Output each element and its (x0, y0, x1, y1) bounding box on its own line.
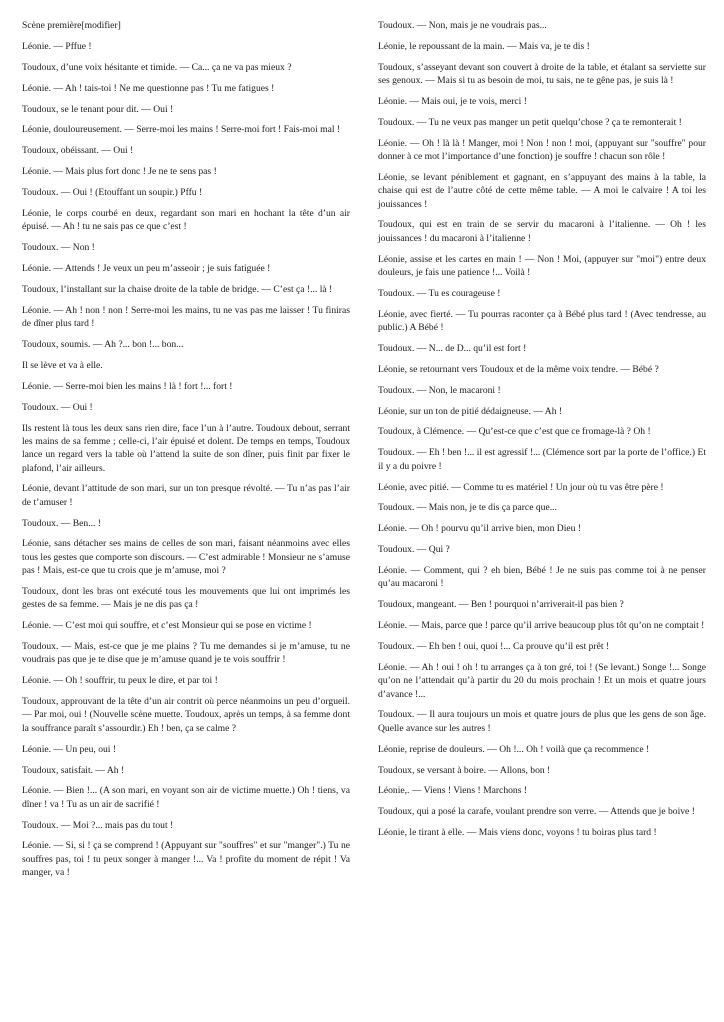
dialogue-paragraph: Ils restent là tous les deux sans rien dire, face l’un à l’autre. Toudoux debout, serrant les mains de sa femme ; celle-ci, l’air épuisé et dolent. De temps en temps, Toudoux lance un regard vers la table où l’attend la suite de son dîner, puis finit par fixer le plafond, l’air ailleurs. (22, 422, 350, 474)
dialogue-paragraph: Toudoux. — Non, le macaroni ! (378, 384, 501, 396)
dialogue-paragraph: Toudoux. — Tu ne veux pas manger un petit quelqu’chose ? ça te remonterait ! (378, 116, 682, 128)
dialogue-paragraph: Léonie, sans détacher ses mains de celles de son mari, faisant néanmoins avec elles tous les gestes que comporte son discours. — C’est admirable ! Monsieur ne s’amuse pas ! Mais, est-ce que tu crois que je m’amuse, moi ? (22, 538, 350, 577)
dialogue-paragraph: Toudoux, obéissant. — Oui ! (22, 145, 134, 157)
dialogue-paragraph: Léonie. — Bien !... (A son mari, en voyant son air de victime muette.) Oh ! tiens, va dîner ! va ! Tu as un air de sacrifié ! (22, 785, 350, 810)
dialogue-paragraph: Toudoux, qui est en train de se servir du macaroni à l’italienne. — Oh ! les jouissances ! du macaroni à l’italienne ! (378, 219, 706, 244)
dialogue-paragraph: Léonie. — Si, si ! ça se comprend ! (Appuyant sur "souffres" et sur "manger".) Tu ne souffres pas, toi ! tu peux songer à manger !... Va ! profite du moment de répit ! Va manger, va ! (22, 840, 350, 879)
dialogue-paragraph: Léonie. — Ah ! tais-toi ! Ne me questionne pas ! Tu me fatigues ! (22, 82, 275, 94)
dialogue-paragraph: Il se lève et va à elle. (22, 359, 103, 371)
dialogue-paragraph: Léonie. — Oh ! souffrir, tu peux le dire, et par toi ! (22, 675, 218, 687)
dialogue-paragraph: Toudoux, se versant à boire. — Allons, bon ! (378, 764, 551, 776)
dialogue-paragraph: Toudoux. — Mais non, je te dis ça parce que... (378, 502, 557, 514)
dialogue-paragraph: Toudoux. — Il aura toujours un mois et quatre jours de plus que les gens de son âge. Quelle avance sur les autres ! (378, 709, 706, 734)
dialogue-paragraph: Toudoux. — Eh ! ben !... il est agressif !... (Clémence sort par la porte de l’office.) Et il y a du poivre ! (378, 447, 706, 472)
dialogue-paragraph: Léonie, douloureusement. — Serre-moi les mains ! Serre-moi fort ! Fais-moi mal ! (22, 124, 341, 136)
dialogue-paragraph: Toudoux, à Clémence. — Qu’est-ce que c’est que ce fromage-là ? Oh ! (378, 426, 651, 438)
dialogue-paragraph: Léonie, se retournant vers Toudoux et de la même voix tendre. — Bébé ? (378, 363, 659, 375)
dialogue-paragraph: Toudoux. — Ben... ! (22, 517, 102, 529)
dialogue-paragraph: Toudoux, d’une voix hésitante et timide. — Ca... ça ne va pas mieux ? (22, 61, 292, 73)
left-paragraphs (22, 40, 350, 879)
dialogue-paragraph: Léonie, assise et les cartes en main ! — Non ! Moi, (appuyer sur "moi") entre deux douleurs, je fais une patience !... Voilà ! (378, 253, 706, 278)
dialogue-paragraph: Léonie, le repoussant de la main. — Mais va, je te dis ! (378, 40, 590, 52)
left-column (22, 19, 350, 887)
dialogue-paragraph: Toudoux, dont les bras ont exécuté tous les mouvements que lui ont imprimés les gestes de sa femme. — Mais je ne dis pas ça ! (22, 585, 350, 611)
dialogue-paragraph: Léonie,. — Viens ! Viens ! Marchons ! (378, 785, 528, 797)
dialogue-paragraph: Léonie, avec pitié. — Comme tu es matériel ! Un jour où tu vas être père ! (378, 481, 664, 493)
dialogue-paragraph: Léonie. — Ah ! oui ! oh ! tu arranges ça à ton gré, toi ! (Se levant.) Songe !... Songe qu’on ne l’attendait qu’à partir du 20 du mois prochain ! Et un mois et quatre jours d’avance !... (378, 661, 706, 700)
dialogue-paragraph: Léonie. — Ah ! non ! non ! Serre-moi les mains, tu ne vas pas me laisser ! Tu finiras de dîner plus tard ! (22, 304, 350, 330)
dialogue-paragraph: Toudoux. — Qui ? (378, 544, 450, 556)
dialogue-paragraph: Léonie. — Oh ! là là ! Manger, moi ! Non ! non ! moi, (appuyant sur "souffre" pour donner à ce mot l’importance d’une fonction) je souffre ! chacun son rôle ! (378, 137, 706, 163)
dialogue-paragraph: Léonie. — Pffue ! (22, 40, 92, 52)
dialogue-paragraph: Toudoux. — Non, mais je ne voudrais pas... (378, 20, 547, 31)
dialogue-paragraph: Toudoux, l’installant sur la chaise droite de la table de bridge. — C’est ça !... là ! (22, 283, 333, 295)
dialogue-paragraph: Toudoux. — Tu es courageuse ! (378, 287, 501, 299)
dialogue-paragraph: Toudoux, soumis. — Ah ?... bon !... bon... (22, 339, 184, 351)
dialogue-paragraph: Toudoux. — N... de D... qu’il est fort ! (378, 342, 527, 354)
dialogue-paragraph: Toudoux, satisfait. — Ah ! (22, 764, 125, 776)
right-column (378, 19, 706, 847)
dialogue-paragraph: Léonie, sur un ton de pitié dédaigneuse. — Ah ! (378, 405, 563, 417)
edit-link[interactable]: [modifier] (81, 20, 121, 31)
dialogue-paragraph: Léonie. — Comment, qui ? eh bien, Bébé ! Je ne suis pas comme toi à ne penser qu’au macaroni ! (378, 565, 706, 590)
dialogue-paragraph: Toudoux. — Oui ! (Etouffant un soupir.) Pffu ! (22, 187, 203, 199)
dialogue-paragraph: Toudoux. — Oui ! (22, 401, 93, 413)
right-paragraphs (378, 19, 706, 839)
dialogue-paragraph: Léonie, se levant péniblement et gagnant, en s’appuyant des mains à la table, la chaise qui est de l’autre côté de cette même table. — A moi le calvaire ! A toi les jouissances ! (378, 171, 706, 210)
dialogue-paragraph: Toudoux. — Non ! (22, 242, 95, 254)
dialogue-paragraph: Léonie. — Un peu, oui ! (22, 743, 117, 755)
dialogue-paragraph: Léonie. — Oh ! pourvu qu’il arrive bien, mon Dieu ! (378, 523, 582, 535)
dialogue-paragraph: Léonie. — C’est moi qui souffre, et c’est Monsieur qui se pose en victime ! (22, 620, 312, 632)
dialogue-paragraph: Léonie, reprise de douleurs. — Oh !... Oh ! voilà que ça recommence ! (378, 743, 650, 755)
dialogue-paragraph: Toudoux, approuvant de la tête d’un air contrit où perce néanmoins un peu d’orgueil. — Par moi, oui ! (Nouvelle scène muette. Toudoux, après un temps, à sa femme dont la souffrance paraît s’assourdir.) Eh ! ben, ça se calme ? (22, 696, 350, 734)
dialogue-paragraph: Léonie, avec fierté. — Tu pourras raconter ça à Bébé plus tard ! (Avec tendresse, au public.) A Bébé ! (378, 308, 706, 333)
dialogue-paragraph: Toudoux, se le tenant pour dit. — Oui ! (22, 103, 174, 115)
dialogue-paragraph: Léonie. — Serre-moi bien les mains ! là ! fort !... fort ! (22, 380, 233, 392)
scene-heading (22, 19, 350, 32)
dialogue-paragraph: Léonie, le corps courbé en deux, regardant son mari en hochant la tête d’un air épuisé. — Ah ! tu ne sais pas ce que c’est ! (22, 208, 350, 233)
dialogue-paragraph: Toudoux. — Mais, est-ce que je me plains ? Tu me demandes si je m’amuse, tu ne voudrais pas que je te dise que je m’amuse quand je te vois souffrir ! (22, 641, 350, 666)
dialogue-paragraph: Toudoux, mangeant. — Ben ! pourquoi n’arriverait-il pas bien ? (378, 599, 624, 611)
dialogue-paragraph: Léonie. — Attends ! Je veux un peu m’asseoir ; je suis fatiguée ! (22, 263, 271, 275)
scene-title: Scène première (22, 20, 82, 31)
dialogue-paragraph: Toudoux. — Moi ?... mais pas du tout ! (22, 819, 174, 831)
dialogue-paragraph: Léonie, le tirant à elle. — Mais viens donc, voyons ! tu boiras plus tard ! (378, 827, 657, 839)
dialogue-paragraph: Léonie. — Mais, parce que ! parce qu’il arrive beaucoup plus tôt qu’on ne comptait ! (378, 620, 705, 632)
dialogue-paragraph: Léonie, devant l’attitude de son mari, sur un ton presque révolté. — Tu n’as pas l’air de t’amuser ! (22, 483, 350, 508)
dialogue-paragraph: Toudoux, s’asseyant devant son couvert à droite de la table, et étalant sa serviette sur ses genoux. — Mais si tu as besoin de moi, tu sais, ne te gêne pas, je suis là ! (378, 61, 706, 87)
dialogue-paragraph: Toudoux. — Eh ben ! oui, quoi !... Ca prouve qu’il est prêt ! (378, 641, 610, 653)
dialogue-paragraph: Léonie. — Mais plus fort donc ! Je ne te sens pas ! (22, 166, 217, 178)
dialogue-paragraph: Toudoux, qui a posé la carafe, voulant prendre son verre. — Attends que je boive ! (378, 806, 695, 818)
dialogue-paragraph: Léonie. — Mais oui, je te vois, merci ! (378, 95, 527, 107)
